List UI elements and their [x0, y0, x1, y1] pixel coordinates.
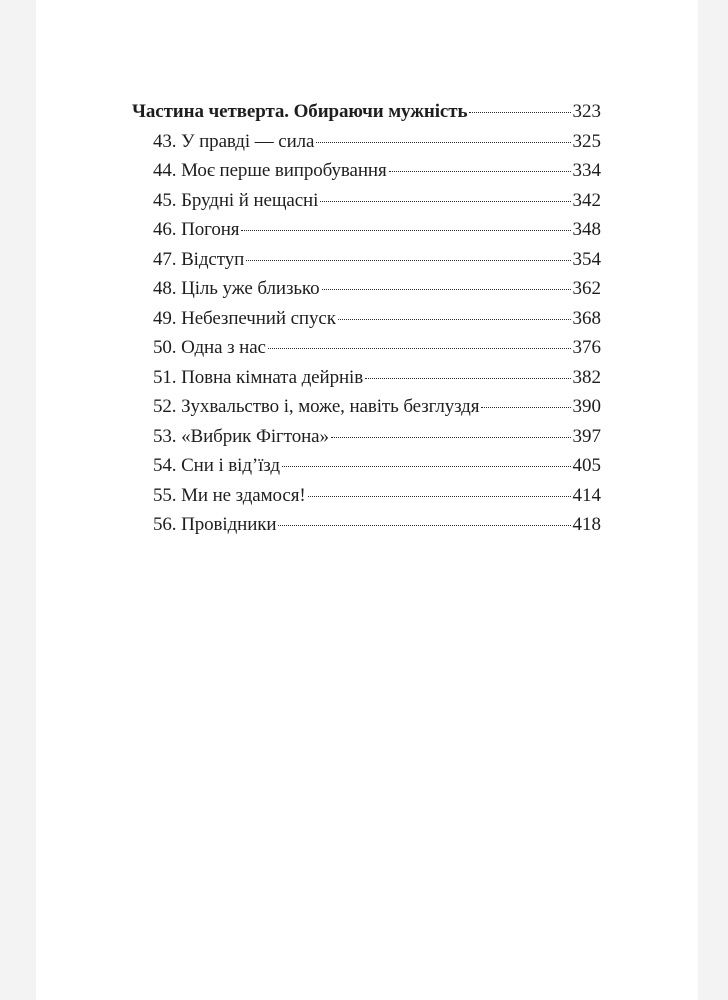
toc-chapter-page: 405 [572, 455, 601, 476]
toc-leader-dots [338, 319, 571, 320]
toc-chapter-title: 49. Небезпечний спуск [153, 307, 336, 329]
toc-leader-dots [268, 348, 571, 349]
toc-part-heading [132, 97, 601, 127]
toc-leader-dots [331, 437, 571, 438]
toc-chapter-51 [132, 363, 601, 393]
toc-chapter-page: 342 [572, 189, 601, 211]
toc-chapter-page: 376 [572, 337, 601, 358]
toc-leader-dots [481, 407, 570, 408]
toc-leader-dots [308, 496, 571, 497]
toc-chapter-title: 47. Відступ [153, 248, 245, 270]
toc-chapter-page: 397 [572, 425, 601, 447]
toc-leader-dots [278, 525, 570, 526]
toc-chapter-45 [132, 186, 601, 216]
toc-chapter-page: 418 [572, 514, 601, 535]
toc-chapter-page: 334 [572, 160, 601, 181]
toc-chapter-46 [132, 215, 601, 245]
toc-leader-dots [241, 230, 570, 231]
toc-chapter-page: 390 [572, 396, 601, 417]
toc-chapter-54 [132, 451, 601, 481]
toc-chapter-title: 53. «Вибрик Фігтона» [153, 425, 329, 447]
toc-chapter-49 [132, 304, 601, 334]
toc-chapter-title: 48. Ціль уже близько [153, 278, 320, 299]
toc-chapter-title: 50. Одна з нас [153, 337, 266, 358]
toc-leader-dots [246, 260, 570, 261]
toc-part-page: 323 [572, 101, 601, 122]
toc-chapter-page: 414 [572, 484, 601, 506]
toc-leader-dots [365, 378, 570, 379]
toc-leader-dots [469, 112, 570, 113]
toc-chapter-43 [132, 127, 601, 157]
toc-chapter-title: 43. У правді — сила [153, 130, 315, 152]
toc-chapter-title: 45. Брудні й нещасні [153, 189, 319, 211]
toc-leader-dots [316, 142, 570, 143]
toc-chapter-page: 362 [572, 278, 601, 299]
toc-chapter-page: 368 [572, 307, 601, 329]
toc-leader-dots [320, 201, 570, 202]
toc-chapter-page: 354 [572, 248, 601, 270]
toc-chapter-title: 51. Повна кімната дейрнів [153, 366, 364, 388]
toc-chapter-52 [132, 392, 601, 422]
toc-chapter-title: 44. Моє перше випробування [153, 160, 387, 181]
toc-chapter-page: 348 [572, 219, 601, 240]
toc-chapter-47 [132, 245, 601, 275]
table-of-contents [132, 97, 601, 540]
toc-chapter-53 [132, 422, 601, 452]
toc-part-title: Частина четверта. Обираючи мужність [132, 101, 468, 122]
toc-leader-dots [389, 171, 571, 172]
toc-chapter-50 [132, 333, 601, 363]
toc-chapter-title: 46. Погоня [153, 219, 240, 240]
toc-chapter-title: 52. Зухвальство і, може, навіть безглуздя [153, 396, 480, 417]
toc-chapter-page: 325 [572, 130, 601, 152]
toc-chapter-44 [132, 156, 601, 186]
toc-chapter-title: 55. Ми не здамося! [153, 484, 306, 506]
toc-chapter-page: 382 [572, 366, 601, 388]
toc-chapter-title: 56. Провідники [153, 514, 277, 535]
toc-chapter-title: 54. Сни і від’їзд [153, 455, 280, 476]
toc-chapter-55 [132, 481, 601, 511]
toc-leader-dots [322, 289, 571, 290]
toc-chapter-56 [132, 510, 601, 540]
toc-chapter-48 [132, 274, 601, 304]
toc-leader-dots [282, 466, 571, 467]
